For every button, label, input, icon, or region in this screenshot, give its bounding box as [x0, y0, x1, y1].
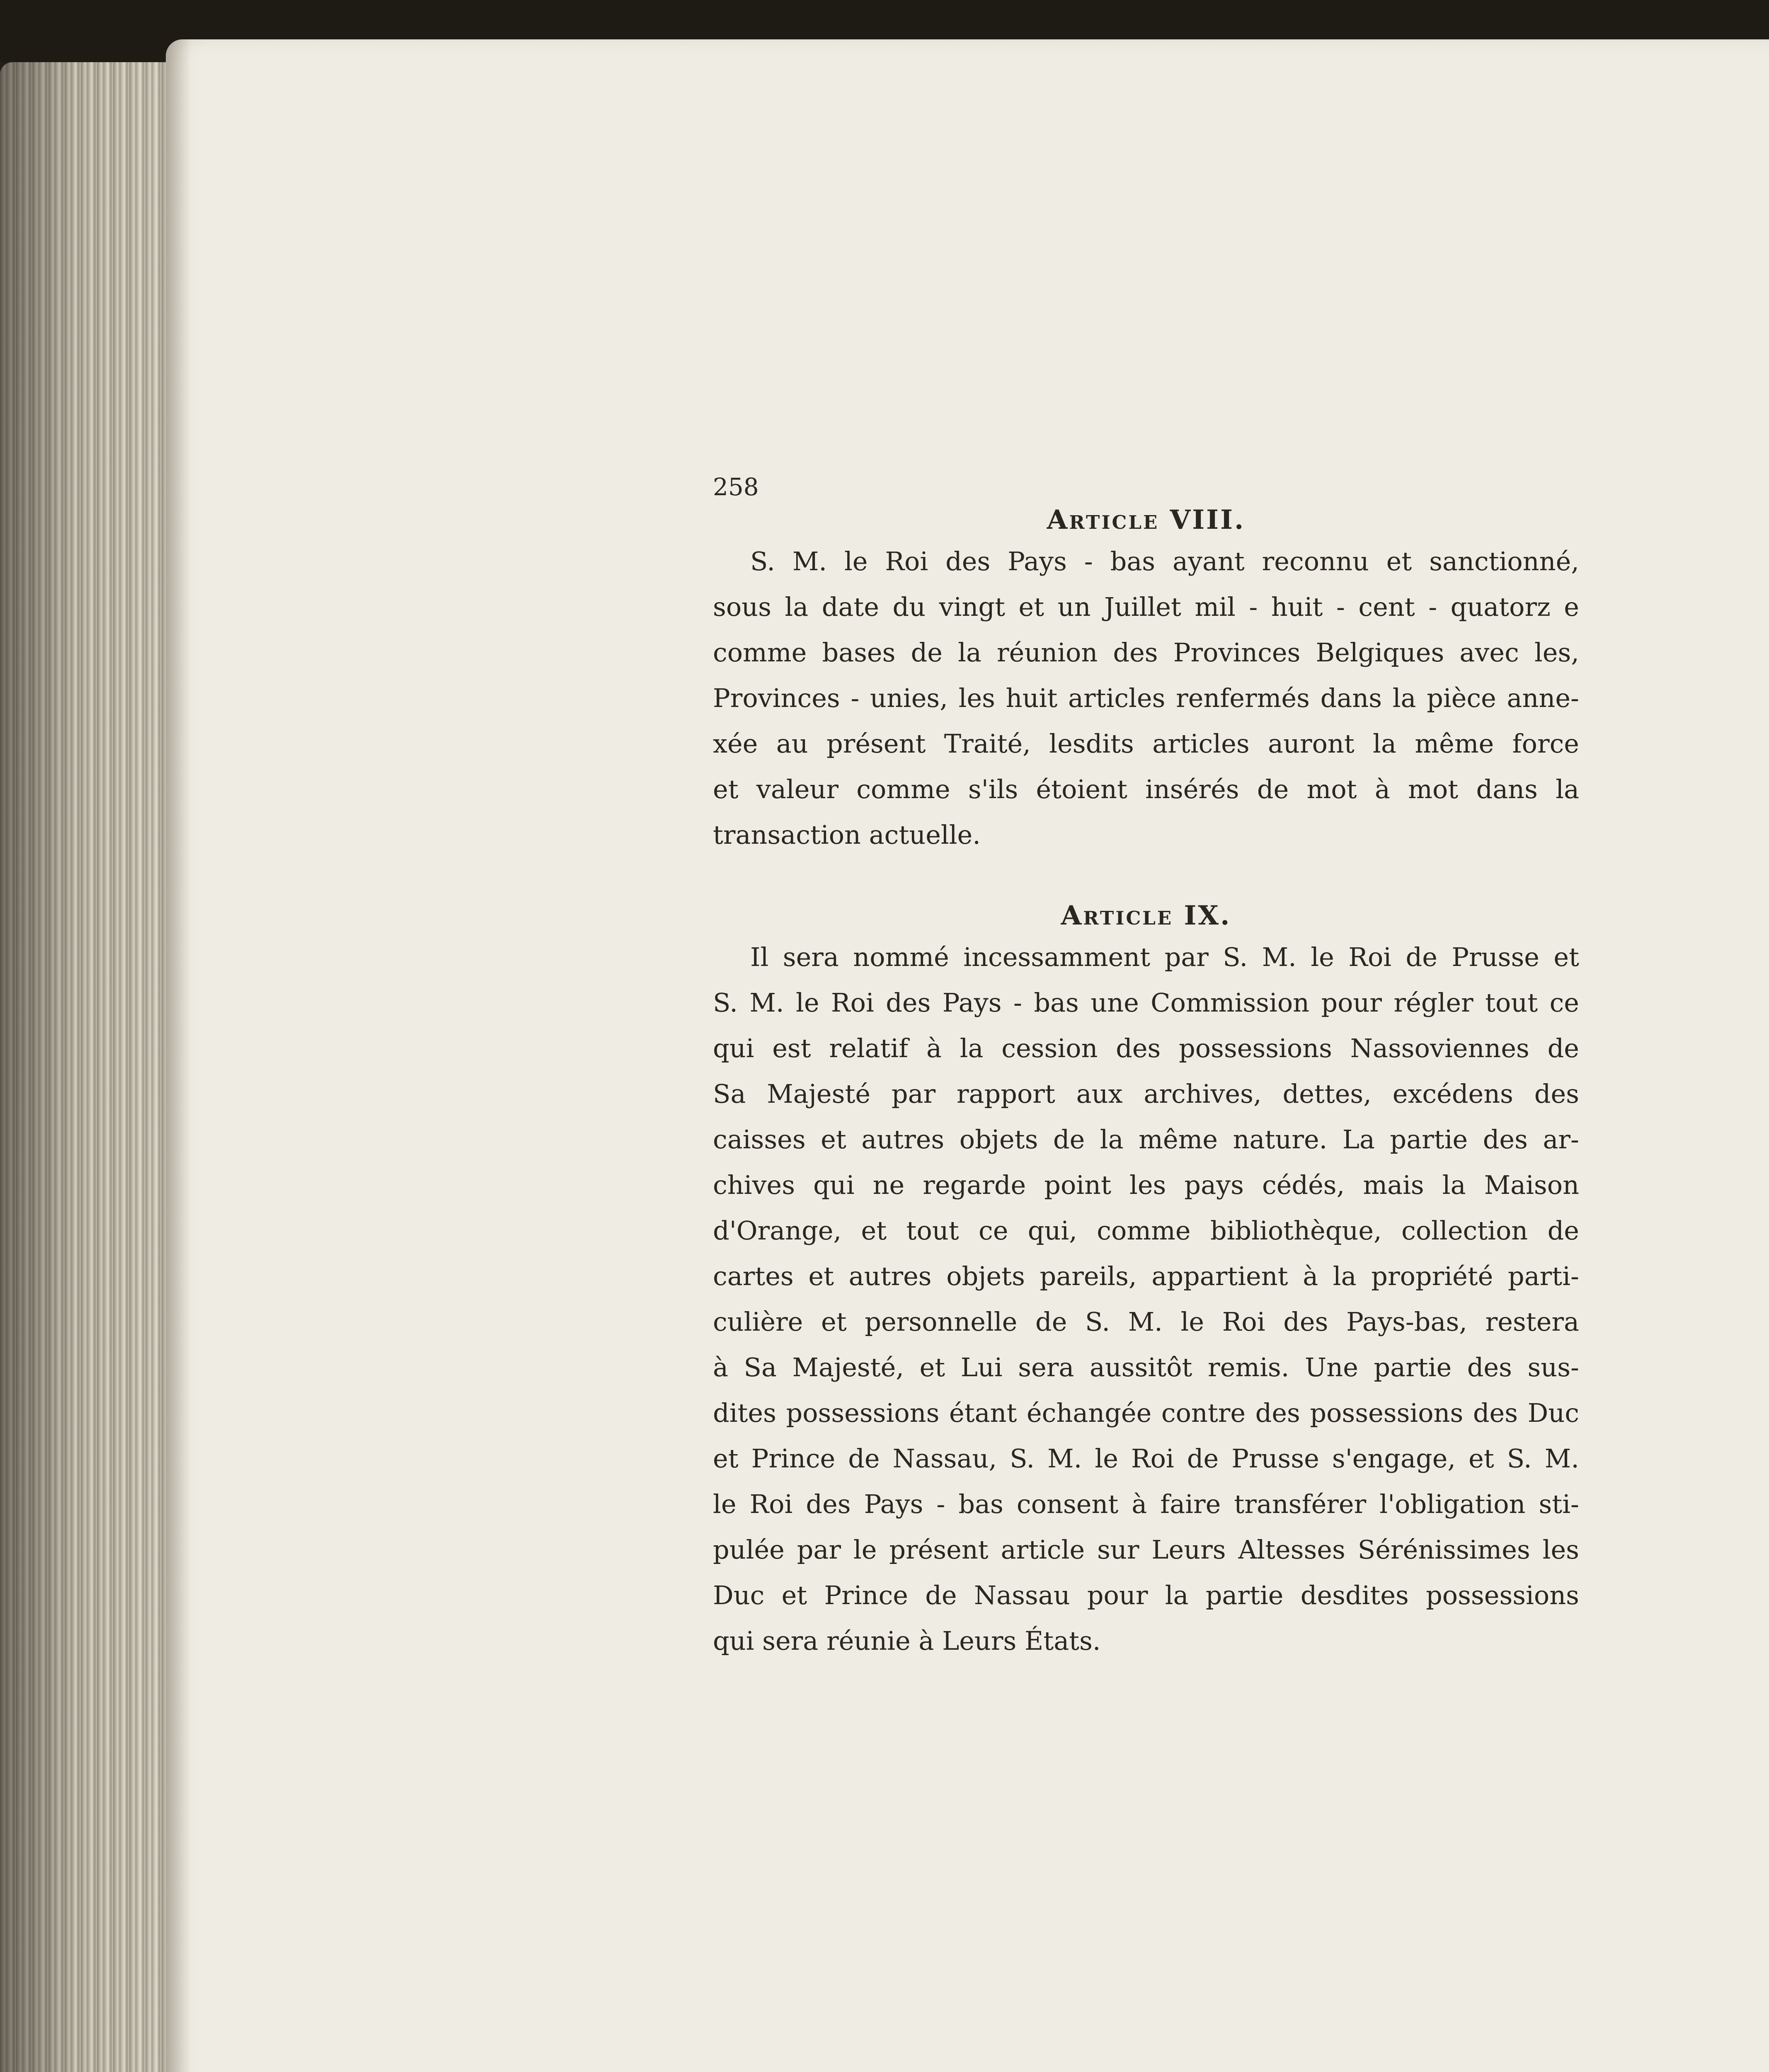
article-ix-line: qui sera réunie à Leurs États. — [713, 1626, 1101, 1656]
article-ix-line: qui est relatif à la cession des possessions Nassoviennes de — [713, 1033, 1579, 1063]
article-ix-line: d'Orange, et tout ce qui, comme bibliothèque, collection de — [713, 1215, 1579, 1246]
article-ix-heading: Article IX. — [1061, 900, 1231, 931]
article-ix-line: chives qui ne regarde point les pays cédés, mais la Maison — [713, 1170, 1579, 1200]
article-ix-line: culière et personnelle de S. M. le Roi des Pays-bas, restera — [713, 1307, 1579, 1337]
article-viii-line: S. M. le Roi des Pays - bas ayant reconnu et sanctionné, — [750, 546, 1579, 576]
article-ix-line: le Roi des Pays - bas consent à faire transférer l'obligation sti- — [713, 1489, 1579, 1519]
article-viii-body — [713, 539, 1579, 858]
page-edge-shadow — [166, 39, 191, 2072]
article-viii-line: sous la date du vingt et un Juillet mil - huit - cent - quatorz e — [713, 592, 1579, 622]
article-ix-line: à Sa Majesté, et Lui sera aussitôt remis. Une partie des sus- — [713, 1352, 1579, 1382]
article-ix-line: Il sera nommé incessamment par S. M. le Roi de Prusse et — [750, 942, 1579, 972]
article-ix-line: pulée par le présent article sur Leurs Altesses Sérénissimes les — [713, 1535, 1579, 1565]
article-viii-line: Provinces - unies, les huit articles renfermés dans la pièce anne- — [713, 683, 1579, 713]
article-ix-line: et Prince de Nassau, S. M. le Roi de Prusse s'engage, et S. M. — [713, 1443, 1579, 1474]
article-ix-line: dites possessions étant échangée contre des possessions des Duc — [713, 1398, 1579, 1428]
article-ix-line: cartes et autres objets pareils, appartient à la propriété parti- — [713, 1261, 1579, 1291]
article-ix-line: Duc et Prince de Nassau pour la partie desdites possessions — [713, 1580, 1579, 1610]
article-ix-body — [713, 934, 1579, 1664]
article-viii-line: comme bases de la réunion des Provinces Belgiques avec les, — [713, 637, 1579, 668]
article-viii-heading: Article VIII. — [1047, 504, 1246, 535]
article-ix-line: Sa Majesté par rapport aux archives, dettes, excédens des — [713, 1079, 1579, 1109]
article-viii-line: xée au présent Traité, lesdits articles auront la même force — [713, 729, 1579, 759]
article-ix-line: S. M. le Roi des Pays - bas une Commission pour régler tout ce — [713, 988, 1579, 1018]
article-viii-line: transaction actuelle. — [713, 820, 981, 850]
article-ix-line: caisses et autres objets de la même nature. La partie des ar- — [713, 1124, 1579, 1155]
article-viii-line: et valeur comme s'ils étoient insérés de mot à mot dans la — [713, 774, 1579, 804]
text-block — [713, 472, 1579, 1664]
page-number: 258 — [713, 473, 759, 501]
